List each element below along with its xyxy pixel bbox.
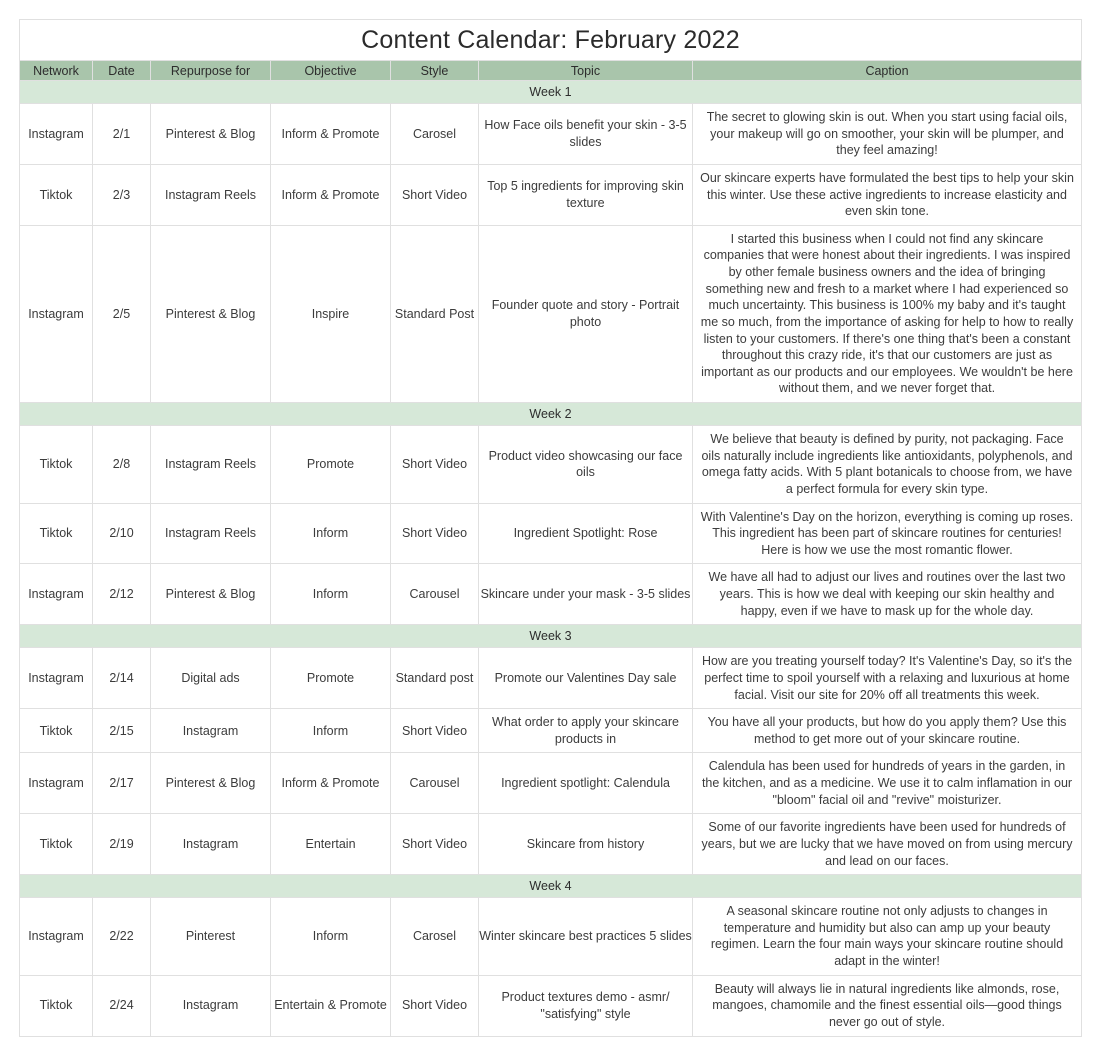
cell-objective[interactable]: Inform — [271, 503, 391, 564]
table-row — [20, 814, 1082, 875]
column-header-caption[interactable]: Caption — [693, 61, 1082, 81]
cell-repurpose[interactable]: Instagram — [151, 709, 271, 753]
week-separator-row — [20, 403, 1082, 426]
cell-objective[interactable]: Entertain — [271, 814, 391, 875]
week-separator-row — [20, 81, 1082, 104]
cell-date[interactable]: 2/14 — [93, 648, 151, 709]
cell-objective[interactable]: Inspire — [271, 225, 391, 402]
cell-objective[interactable]: Inform — [271, 709, 391, 753]
cell-topic[interactable]: Top 5 ingredients for improving skin texture — [479, 164, 693, 225]
cell-caption[interactable]: We have all had to adjust our lives and routines over the last two years. This is how we deal with keeping our skin healthy and happy, even if we have to mask up for the whole day. — [693, 564, 1082, 625]
week-separator-row — [20, 875, 1082, 898]
column-header-objective[interactable]: Objective — [271, 61, 391, 81]
cell-style[interactable]: Standard Post — [391, 225, 479, 402]
cell-caption[interactable]: How are you treating yourself today? It's Valentine's Day, so it's the perfect time to spoil yourself with a relaxing and luxurious at home facial. Visit our site for 20% off all treatments this week. — [693, 648, 1082, 709]
week-separator-row — [20, 625, 1082, 648]
cell-style[interactable]: Short Video — [391, 975, 479, 1036]
cell-topic[interactable]: Skincare under your mask - 3-5 slides — [479, 564, 693, 625]
cell-network[interactable]: Instagram — [20, 564, 93, 625]
cell-date[interactable]: 2/17 — [93, 753, 151, 814]
table-row — [20, 164, 1082, 225]
column-header-style[interactable]: Style — [391, 61, 479, 81]
table-row — [20, 975, 1082, 1036]
cell-network[interactable]: Instagram — [20, 648, 93, 709]
week-label: Week 3 — [20, 625, 1082, 648]
cell-style[interactable]: Short Video — [391, 426, 479, 504]
table-row — [20, 564, 1082, 625]
cell-topic[interactable]: Promote our Valentines Day sale — [479, 648, 693, 709]
cell-caption[interactable]: Beauty will always lie in natural ingredients like almonds, rose, mangoes, chamomile and the finest essential oils—good things never go out of style. — [693, 975, 1082, 1036]
cell-objective[interactable]: Inform — [271, 564, 391, 625]
column-header-row — [20, 61, 1082, 81]
cell-caption[interactable]: We believe that beauty is defined by purity, not packaging. Face oils naturally include ingredients like antioxidants, polyphenols, and omega fatty acids. With 5 plant botanicals to choose from, we have a perfect formula for every skin type. — [693, 426, 1082, 504]
cell-topic[interactable]: How Face oils benefit your skin - 3-5 slides — [479, 104, 693, 165]
cell-network[interactable]: Instagram — [20, 225, 93, 402]
week-label: Week 1 — [20, 81, 1082, 104]
cell-network[interactable]: Tiktok — [20, 164, 93, 225]
cell-style[interactable]: Short Video — [391, 814, 479, 875]
table-row — [20, 753, 1082, 814]
column-header-network[interactable]: Network — [20, 61, 93, 81]
cell-topic[interactable]: Product textures demo - asmr/ "satisfying" style — [479, 975, 693, 1036]
table-row — [20, 709, 1082, 753]
cell-caption[interactable]: You have all your products, but how do you apply them? Use this method to get more out of your skincare routine. — [693, 709, 1082, 753]
cell-caption[interactable]: Some of our favorite ingredients have been used for hundreds of years, but we are lucky that we have moved on from using mercury and lead on our faces. — [693, 814, 1082, 875]
cell-topic[interactable]: Ingredient spotlight: Calendula — [479, 753, 693, 814]
cell-date[interactable]: 2/19 — [93, 814, 151, 875]
cell-repurpose[interactable]: Instagram Reels — [151, 164, 271, 225]
cell-objective[interactable]: Entertain & Promote — [271, 975, 391, 1036]
cell-style[interactable]: Short Video — [391, 503, 479, 564]
cell-network[interactable]: Tiktok — [20, 975, 93, 1036]
cell-date[interactable]: 2/1 — [93, 104, 151, 165]
cell-style[interactable]: Standard post — [391, 648, 479, 709]
cell-date[interactable]: 2/12 — [93, 564, 151, 625]
cell-style[interactable]: Short Video — [391, 164, 479, 225]
cell-style[interactable]: Short Video — [391, 709, 479, 753]
cell-repurpose[interactable]: Instagram — [151, 975, 271, 1036]
cell-topic[interactable]: Winter skincare best practices 5 slides — [479, 898, 693, 976]
cell-caption[interactable]: The secret to glowing skin is out. When you start using facial oils, your makeup will go on smoother, your skin will be plumper, and they feel amazing! — [693, 104, 1082, 165]
table-row — [20, 426, 1082, 504]
cell-network[interactable]: Instagram — [20, 104, 93, 165]
cell-date[interactable]: 2/22 — [93, 898, 151, 976]
table-row — [20, 104, 1082, 165]
content-calendar-table — [19, 19, 1082, 1037]
cell-date[interactable]: 2/15 — [93, 709, 151, 753]
cell-caption[interactable]: Calendula has been used for hundreds of years in the garden, in the kitchen, and as a medicine. We use it to calm inflamation in our "bloom" facial oil and "revive" moisturizer. — [693, 753, 1082, 814]
cell-repurpose[interactable]: Pinterest & Blog — [151, 225, 271, 402]
cell-style[interactable]: Carousel — [391, 564, 479, 625]
page-title: Content Calendar: February 2022 — [20, 20, 1082, 61]
cell-network[interactable]: Tiktok — [20, 503, 93, 564]
cell-objective[interactable]: Inform & Promote — [271, 104, 391, 165]
cell-date[interactable]: 2/10 — [93, 503, 151, 564]
title-row — [20, 20, 1082, 61]
cell-network[interactable]: Tiktok — [20, 709, 93, 753]
cell-network[interactable]: Tiktok — [20, 426, 93, 504]
cell-topic[interactable]: Product video showcasing our face oils — [479, 426, 693, 504]
cell-topic[interactable]: Skincare from history — [479, 814, 693, 875]
table-row — [20, 648, 1082, 709]
cell-network[interactable]: Tiktok — [20, 814, 93, 875]
cell-repurpose[interactable]: Instagram Reels — [151, 503, 271, 564]
cell-caption[interactable]: With Valentine's Day on the horizon, everything is coming up roses. This ingredient has been part of skincare routines for centuries! Here is how we use the most romantic flower. — [693, 503, 1082, 564]
cell-objective[interactable]: Inform — [271, 898, 391, 976]
cell-network[interactable]: Instagram — [20, 898, 93, 976]
column-header-repurpose[interactable]: Repurpose for — [151, 61, 271, 81]
cell-style[interactable]: Carosel — [391, 898, 479, 976]
cell-objective[interactable]: Inform & Promote — [271, 753, 391, 814]
cell-repurpose[interactable]: Pinterest & Blog — [151, 753, 271, 814]
cell-caption[interactable]: A seasonal skincare routine not only adjusts to changes in temperature and humidity but also can amp up your beauty regimen. Learn the four main ways your skincare routine should adapt in the winter! — [693, 898, 1082, 976]
cell-style[interactable]: Carosel — [391, 104, 479, 165]
week-label: Week 4 — [20, 875, 1082, 898]
cell-topic[interactable]: Founder quote and story - Portrait photo — [479, 225, 693, 402]
table-row — [20, 503, 1082, 564]
column-header-date[interactable]: Date — [93, 61, 151, 81]
cell-repurpose[interactable]: Instagram — [151, 814, 271, 875]
cell-date[interactable]: 2/8 — [93, 426, 151, 504]
cell-style[interactable]: Carousel — [391, 753, 479, 814]
cell-repurpose[interactable]: Pinterest & Blog — [151, 564, 271, 625]
cell-date[interactable]: 2/24 — [93, 975, 151, 1036]
cell-topic[interactable]: Ingredient Spotlight: Rose — [479, 503, 693, 564]
cell-caption[interactable]: Our skincare experts have formulated the best tips to help your skin this winter. Use these active ingredients to increase elasticity and even skin tone. — [693, 164, 1082, 225]
cell-date[interactable]: 2/5 — [93, 225, 151, 402]
table-row — [20, 898, 1082, 976]
cell-repurpose[interactable]: Pinterest & Blog — [151, 104, 271, 165]
cell-repurpose[interactable]: Pinterest — [151, 898, 271, 976]
cell-objective[interactable]: Promote — [271, 648, 391, 709]
column-header-topic[interactable]: Topic — [479, 61, 693, 81]
cell-repurpose[interactable]: Instagram Reels — [151, 426, 271, 504]
cell-network[interactable]: Instagram — [20, 753, 93, 814]
cell-objective[interactable]: Inform & Promote — [271, 164, 391, 225]
cell-caption[interactable]: I started this business when I could not find any skincare companies that were honest about their ingredients. I was inspired by other female business owners and the idea of bringing something new and fresh to a market where I had experienced so much uncertainty. This business is 100% my baby and it's taught me so much, from the importance of asking for help to how to really listen to your customers. If there's one thing that's been a constant throughout this crazy ride, it's that our customers are just as important as our products and our employees. We wouldn't be here without them, and we never forget that. — [693, 225, 1082, 402]
table-row — [20, 225, 1082, 402]
cell-objective[interactable]: Promote — [271, 426, 391, 504]
cell-repurpose[interactable]: Digital ads — [151, 648, 271, 709]
week-label: Week 2 — [20, 403, 1082, 426]
cell-date[interactable]: 2/3 — [93, 164, 151, 225]
cell-topic[interactable]: What order to apply your skincare products in — [479, 709, 693, 753]
